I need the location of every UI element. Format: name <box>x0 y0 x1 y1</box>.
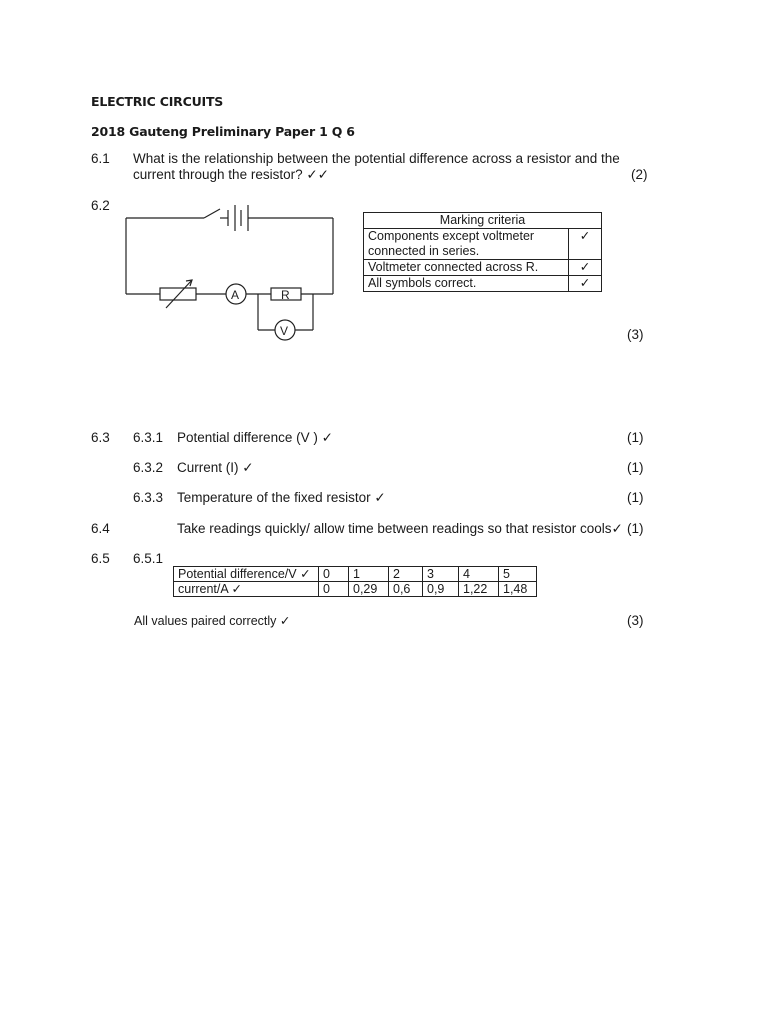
table-row <box>364 260 602 276</box>
values-cell: 1 <box>349 567 389 582</box>
values-cell: 0,29 <box>349 582 389 597</box>
circuit-switch <box>204 209 220 218</box>
values-cell: 0,6 <box>389 582 423 597</box>
q61-text-line1: What is the relationship between the potential difference across a resistor and the <box>133 151 620 166</box>
q65-note: All values paired correctly ✓ <box>134 614 291 628</box>
values-cell: 2 <box>389 567 423 582</box>
table-row <box>364 229 602 260</box>
criteria-text: connected in series. <box>368 244 480 258</box>
document-title: ELECTRIC CIRCUITS <box>91 94 224 109</box>
q62-marks: (3) <box>627 327 644 342</box>
q633-number: 6.3.3 <box>133 490 164 505</box>
q633-text: Temperature of the fixed resistor ✓ <box>177 490 386 505</box>
q61-text-line2: current through the resistor? ✓✓ <box>133 167 329 182</box>
values-row-label: current/A ✓ <box>174 582 319 597</box>
q632-marks: (1) <box>627 460 644 475</box>
table-row <box>174 567 537 582</box>
q64-marks: (1) <box>627 521 644 536</box>
values-cell: 1,22 <box>459 582 499 597</box>
criteria-tick: ✓ <box>569 260 602 276</box>
circuit-diagram <box>120 200 360 345</box>
criteria-text: All symbols correct. <box>364 276 569 292</box>
q631-text: Potential difference (V ) ✓ <box>177 430 333 445</box>
criteria-text: Voltmeter connected across R. <box>364 260 569 276</box>
battery-icon <box>228 205 248 231</box>
values-cell: 0 <box>319 567 349 582</box>
q63-number: 6.3 <box>91 430 110 445</box>
values-cell: 4 <box>459 567 499 582</box>
q64-text: Take readings quickly/ allow time between readings so that resistor cools✓ <box>177 521 623 536</box>
q62-number: 6.2 <box>91 198 110 213</box>
table-row <box>364 213 602 229</box>
document-subtitle: 2018 Gauteng Preliminary Paper 1 Q 6 <box>91 124 355 139</box>
marking-criteria-table <box>363 212 602 292</box>
resistor-label: R <box>281 288 290 302</box>
table-row <box>174 582 537 597</box>
criteria-text: Components except voltmeter <box>368 229 535 243</box>
q631-number: 6.3.1 <box>133 430 164 445</box>
values-cell: 5 <box>499 567 537 582</box>
values-cell: 3 <box>423 567 459 582</box>
criteria-header: Marking criteria <box>364 213 602 229</box>
criteria-tick: ✓ <box>569 276 602 292</box>
criteria-tick: ✓ <box>569 229 602 260</box>
q651-number: 6.5.1 <box>133 551 164 566</box>
q65-number: 6.5 <box>91 551 110 566</box>
criteria-cell <box>364 229 569 260</box>
ammeter-label: A <box>231 288 240 302</box>
q61-marks: (2) <box>631 167 648 182</box>
q631-marks: (1) <box>627 430 644 445</box>
voltmeter-label: V <box>280 324 289 338</box>
values-cell: 0 <box>319 582 349 597</box>
values-cell: 0,9 <box>423 582 459 597</box>
values-table <box>173 566 537 597</box>
rheostat-icon <box>160 280 196 308</box>
q61-number: 6.1 <box>91 151 110 166</box>
q65-marks: (3) <box>627 613 644 628</box>
values-row-label: Potential difference/V ✓ <box>174 567 319 582</box>
q632-text: Current (I) ✓ <box>177 460 254 475</box>
values-cell: 1,48 <box>499 582 537 597</box>
q64-number: 6.4 <box>91 521 110 536</box>
q632-number: 6.3.2 <box>133 460 164 475</box>
table-row <box>364 276 602 292</box>
q633-marks: (1) <box>627 490 644 505</box>
